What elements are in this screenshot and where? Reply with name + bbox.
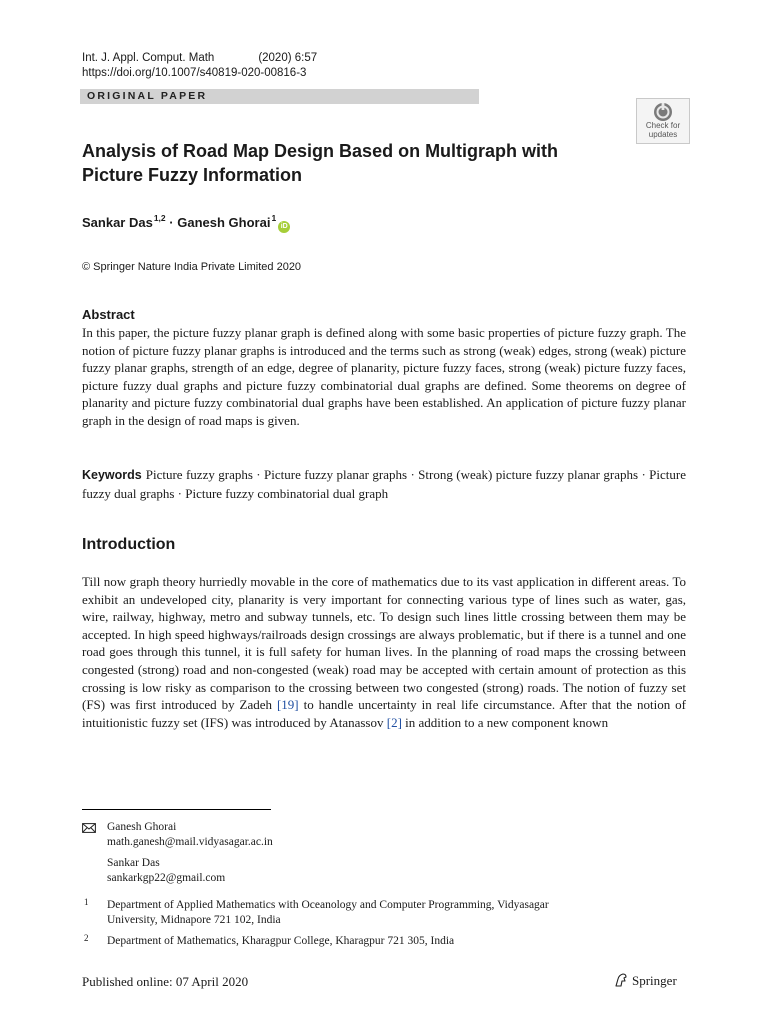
abstract-body: In this paper, the picture fuzzy planar graph is defined along with some basic properties of picture fuzzy graph. The notion of picture fuzzy planar graphs is introduced and the terms such as strong (weak) edges, strong (weak) picture fuzzy planar graphs, strength of an edge, degree of planarity, picture fuzzy faces, strong (weak) picture fuzzy faces, picture fuzzy dual graphs and picture fuzzy combinatorial dual graphs are defined. Some theorems on degree of planarity and picture fuzzy combinatorial dual graphs have been established. An application of picture fuzzy planar graph in the design of road maps is given. xyxy=(82,325,686,428)
article-type-label: ORIGINAL PAPER xyxy=(87,90,208,102)
author-separator: · xyxy=(169,215,174,230)
author-name[interactable]: Ganesh Ghorai xyxy=(177,215,271,230)
envelope-icon xyxy=(82,823,96,833)
keywords-list: Picture fuzzy graphs · Picture fuzzy planar graphs · Strong (weak) picture fuzzy planar graphs · Picture fuzzy dual graphs · Picture fuzzy combinatorial dual graph xyxy=(82,467,686,501)
contact-name: Sankar Das xyxy=(107,857,160,869)
author-affiliation: 1 xyxy=(271,213,277,223)
check-updates-line1: Check for xyxy=(645,121,681,130)
journal-citation: (2020) 6:57 xyxy=(258,52,318,64)
co-author-contact xyxy=(107,856,225,886)
intro-text: in addition to a new component known xyxy=(401,714,609,730)
publisher-logo xyxy=(613,972,677,990)
affiliation-number: 1 xyxy=(84,897,89,907)
author-name[interactable]: Sankar Das xyxy=(82,215,153,230)
affiliation-line: Department of Applied Mathematics with Oceanology and Computer Programming, Vidyasagar xyxy=(107,899,549,911)
springer-horse-icon xyxy=(613,972,629,988)
article-type-banner xyxy=(80,89,479,104)
keywords-section xyxy=(82,466,686,502)
contact-name: Ganesh Ghorai xyxy=(107,821,177,833)
citation-link[interactable]: [19] xyxy=(276,697,299,713)
check-updates-icon xyxy=(653,102,673,122)
paper-title: Analysis of Road Map Design Based on Multigraph with Picture Fuzzy Information xyxy=(82,141,559,185)
keywords-label: Keywords xyxy=(82,468,142,482)
citation-link[interactable]: [2] xyxy=(386,714,402,730)
journal-header xyxy=(82,51,317,81)
abstract-heading: Abstract xyxy=(82,307,135,322)
corresponding-author xyxy=(107,820,273,850)
author-list xyxy=(82,209,290,233)
footnote-divider xyxy=(82,809,271,810)
publisher-name: Springer xyxy=(632,973,677,988)
affiliation-1 xyxy=(107,898,549,928)
contact-email[interactable]: sankarkgp22@gmail.com xyxy=(107,872,226,884)
doi-link[interactable]: https://doi.org/10.1007/s40819-020-00816-3 xyxy=(82,67,307,79)
journal-name: Int. J. Appl. Comput. Math xyxy=(82,52,215,64)
introduction-body xyxy=(82,573,686,731)
author-affiliation: 1,2 xyxy=(153,213,166,223)
intro-text: Till now graph theory hurriedly movable in the core of mathematics due to its vast application in different areas. To exhibit an undeveloped city, planarity is very important for connecting various type of lines such as water, gas, wire, railway, highway, metro and subway tunnels, etc. To design such lines little crossing between them may be accepted. In high speed highways/railroads design crossings are always problematic, but if there is a tunnel and one road goes through this tunnel, it is full safety for human lives. In the planning of road maps the crossing between congested (strong) road and non-congested (weak) road may be accepted with certain amount of protection as this crossing is low risky as comparison to the crossing between two congested (strong) roads. The notion of fuzzy set (FS) was first introduced by Zadeh xyxy=(82,574,686,713)
affiliation-line: University, Midnapore 721 102, India xyxy=(107,914,281,926)
contact-email[interactable]: math.ganesh@mail.vidyasagar.ac.in xyxy=(107,836,273,848)
intro-text: to handle uncertainty in real life circumstance. After that the notion of intuitionistic fuzzy set (IFS) was introduced by Atanassov xyxy=(82,697,686,730)
orcid-icon[interactable]: iD xyxy=(278,221,290,233)
affiliation-number: 2 xyxy=(84,933,89,943)
affiliation-2: Department of Mathematics, Kharagpur College, Kharagpur 721 305, India xyxy=(107,935,455,947)
check-updates-line2: updates xyxy=(648,129,678,139)
copyright-notice: © Springer Nature India Private Limited 2020 xyxy=(82,261,302,273)
published-date: Published online: 07 April 2020 xyxy=(82,974,249,989)
check-for-updates-badge[interactable] xyxy=(636,98,690,144)
introduction-heading: Introduction xyxy=(82,536,176,553)
